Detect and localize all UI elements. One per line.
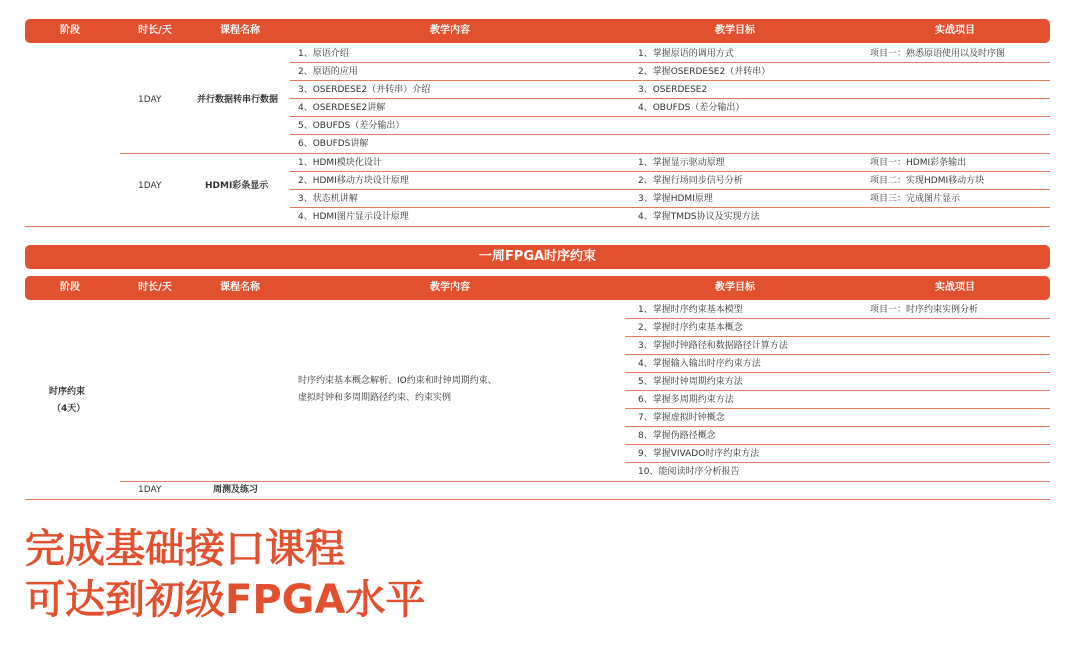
row-divider — [625, 462, 1050, 463]
group2-goal-item: 2、掌握行场同步信号分析 — [638, 176, 743, 186]
row-divider — [290, 98, 1050, 99]
row-divider — [625, 390, 1050, 391]
goal-item: 3、掌握时钟路径和数据路径计算方法 — [638, 341, 788, 351]
group2-project-item: 项目一：HDMI彩条输出 — [870, 158, 967, 168]
row-divider — [625, 336, 1050, 337]
content-text-line: 时序约束基本概念解析、IO约束和时钟周期约束、 — [298, 376, 497, 386]
row-divider — [290, 207, 1050, 208]
row-divider — [120, 481, 1050, 482]
header-project: 实战项目 — [935, 282, 975, 293]
goal-item: 10、能阅读时序分析报告 — [638, 467, 740, 477]
header-goal: 教学目标 — [715, 25, 755, 36]
table-bottom-line — [25, 226, 1050, 227]
header-course: 课程名称 — [220, 25, 260, 36]
row-divider — [625, 372, 1050, 373]
group1-content-item: 6、OBUFDS讲解 — [298, 139, 369, 149]
header-content: 教学内容 — [430, 25, 470, 36]
last-duration: 1DAY — [138, 485, 162, 495]
goal-item: 8、掌握伪路径概念 — [638, 431, 716, 441]
header-duration: 时长/天 — [138, 25, 172, 36]
goal-item: 9、掌握VIVADO时序约束方法 — [638, 449, 760, 459]
group1-content-item: 1、原语介绍 — [298, 49, 349, 59]
group1-content-item: 4、OSERDESE2讲解 — [298, 103, 386, 113]
row-divider — [290, 189, 1050, 190]
table2-header — [25, 276, 1050, 300]
group1-goal-item: 1、掌握原语的调用方式 — [638, 49, 734, 59]
group1-content-item: 3、OSERDESE2（并转串）介绍 — [298, 85, 431, 95]
group1-goal-item: 3、OSERDESE2 — [638, 85, 708, 95]
group2-content-item: 1、HDMI模块化设计 — [298, 158, 382, 168]
content-text-line: 虚拟时钟和多周期路径约束、约束实例 — [298, 393, 452, 403]
group2-duration: 1DAY — [138, 181, 162, 191]
group1-goal-item: 4、OBUFDS（差分输出） — [638, 103, 745, 113]
header-project: 实战项目 — [935, 25, 975, 36]
stage-label: 时序约束 — [49, 387, 86, 397]
slogan-line-2: 可达到初级FPGA水平 — [25, 577, 426, 623]
group1-course: 并行数据转串行数据 — [197, 95, 279, 105]
group1-duration: 1DAY — [138, 95, 162, 105]
row-divider — [290, 171, 1050, 172]
header-goal: 教学目标 — [715, 282, 755, 293]
group2-project-item: 项目三：完成图片显示 — [870, 194, 961, 204]
goal-item: 7、掌握虚拟时钟概念 — [638, 413, 725, 423]
header-stage: 阶段 — [60, 282, 80, 293]
group1-goal-item: 2、掌握OSERDESE2（并转串） — [638, 67, 771, 77]
row-divider — [290, 116, 1050, 117]
group2-goal-item: 3、掌握HDMI原理 — [638, 194, 713, 204]
group2-course: HDMI彩条显示 — [205, 181, 269, 191]
header-stage: 阶段 — [60, 25, 80, 36]
row-divider — [290, 62, 1050, 63]
row-divider — [625, 426, 1050, 427]
goal-item: 5、掌握时钟周期约束方法 — [638, 377, 743, 387]
stage-days: （4天） — [52, 404, 86, 414]
group2-project-item: 项目二：实现HDMI移动方块 — [870, 176, 985, 186]
row-divider — [625, 444, 1050, 445]
group1-content-item: 5、OBUFDS（差分输出） — [298, 121, 405, 131]
group1-project-item: 项目一：熟悉原语使用以及时序图 — [870, 49, 1006, 59]
row-divider — [625, 318, 1050, 319]
table-bottom-line — [25, 499, 1050, 500]
group1-content-item: 2、原语的应用 — [298, 67, 358, 77]
group2-content-item: 4、HDMI图片显示设计原理 — [298, 212, 409, 222]
slogan-line-1: 完成基础接口课程 — [25, 526, 345, 572]
table1-header — [25, 19, 1050, 43]
group2-goal-item: 4、掌握TMDS协议及实现方法 — [638, 212, 760, 222]
header-course: 课程名称 — [220, 282, 260, 293]
group2-content-item: 3、状态机讲解 — [298, 194, 358, 204]
section-banner: 一周FPGA时序约束 — [25, 245, 1050, 269]
goal-item: 4、掌握输入输出时序约束方法 — [638, 359, 761, 369]
group2-content-item: 2、HDMI移动方块设计原理 — [298, 176, 409, 186]
goal-item: 6、掌握多周期约束方法 — [638, 395, 734, 405]
goal-item: 2、掌握时序约束基本概念 — [638, 323, 743, 333]
last-course: 周测及练习 — [213, 485, 259, 495]
project-item: 项目一：时序约束实例分析 — [870, 305, 979, 315]
goal-item: 1、掌握时序约束基本模型 — [638, 305, 743, 315]
row-divider — [625, 354, 1050, 355]
row-divider — [290, 134, 1050, 135]
header-duration: 时长/天 — [138, 282, 172, 293]
row-divider — [625, 408, 1050, 409]
header-content: 教学内容 — [430, 282, 470, 293]
row-divider — [290, 80, 1050, 81]
group2-goal-item: 1、掌握显示驱动原理 — [638, 158, 725, 168]
